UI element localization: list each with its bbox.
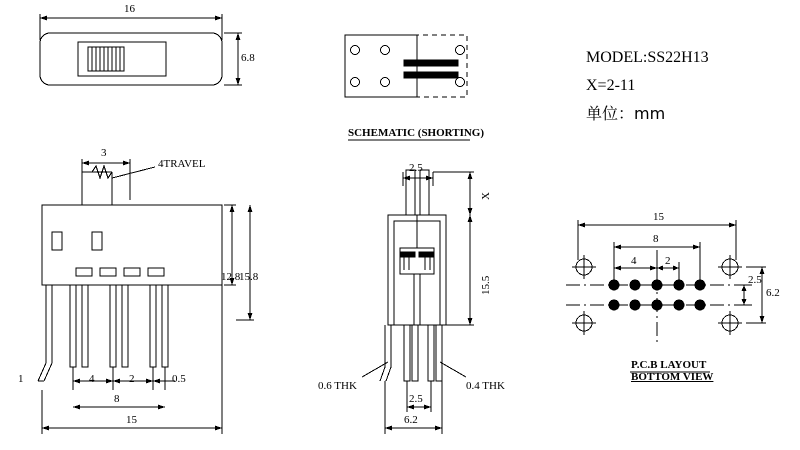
dim-side-pin-pitch: 2.5 <box>409 393 423 405</box>
dim-pin-left: 1 <box>18 373 24 385</box>
pcb-caption-line2: BOTTOM VIEW <box>631 371 714 383</box>
title-x-range: X=2-11 <box>586 77 636 94</box>
dim-pcb-pitch-v2: 6.2 <box>766 287 780 299</box>
dim-side-body-depth: 6.2 <box>404 414 418 426</box>
dim-pcb-pitch-a: 4 <box>631 255 637 267</box>
dim-pitch-a: 4 <box>89 373 95 385</box>
dim-thk-right: 0.4 THK <box>466 380 505 392</box>
dim-side-top-width: 2.5 <box>409 162 423 174</box>
dim-top-height: 6.8 <box>241 52 255 64</box>
dim-overall-width: 15 <box>126 414 137 426</box>
dim-knob-width: 3 <box>101 147 107 159</box>
dim-pcb-pitch-v1: 2.5 <box>748 274 762 286</box>
schematic-caption: SCHEMATIC (SHORTING) <box>348 127 485 139</box>
dim-pitch-c: 0.5 <box>172 373 186 385</box>
dim-travel: 4TRAVEL <box>158 158 206 170</box>
dim-pin-span: 8 <box>114 393 120 405</box>
title-unit: 单位：mm <box>586 104 666 123</box>
title-model: MODEL:SS22H13 <box>586 49 709 66</box>
dim-total-height: 15.8 <box>239 271 259 283</box>
dim-pcb-hole-span: 8 <box>653 233 659 245</box>
dim-side-x: X <box>480 192 492 200</box>
dim-pitch-b: 2 <box>129 373 135 385</box>
pcb-caption-line1: P.C.B LAYOUT <box>631 359 707 371</box>
dim-pcb-outer-width: 15 <box>653 211 664 223</box>
dim-thk-left: 0.6 THK <box>318 380 357 392</box>
dim-side-total-height: 15.5 <box>480 275 492 295</box>
dim-top-width: 16 <box>124 3 135 15</box>
dim-pcb-pitch-b: 2 <box>665 255 671 267</box>
dim-body-height: 12.8 <box>221 271 241 283</box>
